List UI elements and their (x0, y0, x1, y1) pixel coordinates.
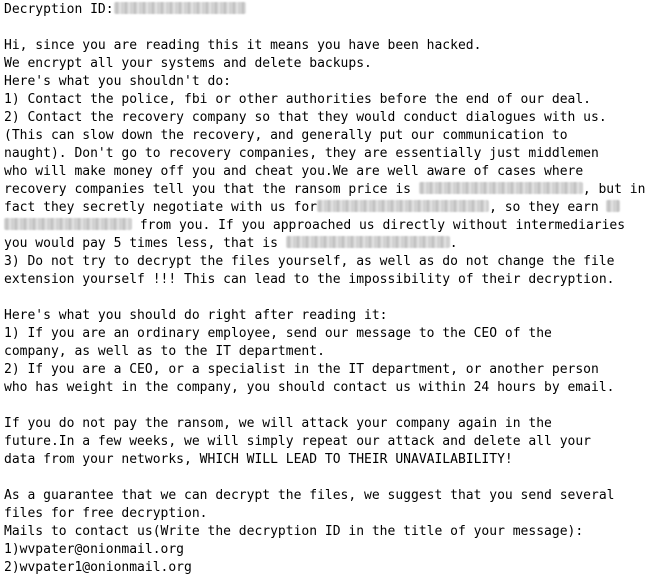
decryption-id-label: Decryption ID: (4, 2, 114, 17)
text-line-1: Hi, since you are reading this it means you have been hacked. (4, 38, 482, 53)
text-line-10-start: fact they secretly negotiate with us for (4, 200, 318, 215)
text-line-11 (4, 217, 635, 235)
text-line-12 (4, 235, 635, 253)
text-line-4: 1) Contact the police, fbi or other authorities before the end of our deal. (4, 92, 591, 107)
text-line-14: extension yourself !!! This can lead to the impossibility of their decryption. (4, 272, 615, 287)
text-line-9 (4, 181, 645, 199)
text-line-18: 2) If you are a CEO, or a specialist in the IT department, or another person (4, 362, 599, 377)
contact-email-1: 1)wvpater@onionmail.org (4, 542, 185, 557)
text-line-10 (4, 199, 635, 217)
text-line-25: Mails to contact us(Write the decryption ID in the title of your message): (4, 524, 584, 539)
text-line-15: Here's what you should do right after reading it: (4, 308, 388, 323)
redacted-direct-price (286, 236, 450, 248)
text-line-21: future.In a few weeks, we will simply repeat our attack and delete all your (4, 434, 591, 449)
text-line-5: 2) Contact the recovery company so that they would conduct dialogues with us. (4, 110, 607, 125)
text-line-9-start: recovery companies tell you that the ransom price is (4, 182, 419, 197)
text-line-8: who will make money off you and cheat you.We are well aware of cases where (4, 164, 584, 179)
text-line-20: If you do not pay the ransom, we will attack your company again in the (4, 416, 552, 431)
text-line-13: 3) Do not try to decrypt the files yourself, as well as do not change the file (4, 254, 615, 269)
text-line-2: We encrypt all your systems and delete backups. (4, 56, 372, 71)
blank-line (4, 289, 635, 307)
text-line-7: naught). Don't go to recovery companies, they are essentially just middlemen (4, 146, 599, 161)
text-line-22: data from your networks, WHICH WILL LEAD TO THEIR UNAVAILABILITY! (4, 452, 513, 467)
text-line-9-end: , but in (582, 182, 645, 197)
ransom-note-text (4, 1, 645, 577)
blank-line (4, 469, 635, 487)
text-line-19: who has weight in the company, you should contact us within 24 hours by email. (4, 380, 615, 395)
redacted-earnings-part-2 (4, 218, 132, 230)
text-line-17: company, as well as to the IT department. (4, 344, 325, 359)
text-line-12-end: . (449, 236, 458, 251)
redacted-negotiated-price (317, 200, 489, 212)
text-line-11-end: from you. If you approached us directly without intermediaries (132, 218, 626, 233)
redacted-ransom-price (419, 182, 583, 194)
decryption-id-line (4, 1, 635, 19)
blank-line (4, 397, 635, 415)
text-line-10-end: , so they earn (489, 200, 607, 215)
redacted-decryption-id (114, 2, 246, 14)
text-line-23: As a guarantee that we can decrypt the files, we suggest that you send several (4, 488, 615, 503)
text-line-16: 1) If you are an ordinary employee, send our message to the CEO of the (4, 326, 552, 341)
redacted-earnings-part-1 (606, 200, 620, 212)
text-line-24: files for free decryption. (4, 506, 208, 521)
text-line-6: (This can slow down the recovery, and generally put our communication to (4, 128, 568, 143)
blank-line (4, 19, 635, 37)
contact-email-2: 2)wvpater1@onionmail.org (4, 560, 192, 575)
text-line-12-start: you would pay 5 times less, that is (4, 236, 286, 251)
text-line-3: Here's what you shouldn't do: (4, 74, 231, 89)
